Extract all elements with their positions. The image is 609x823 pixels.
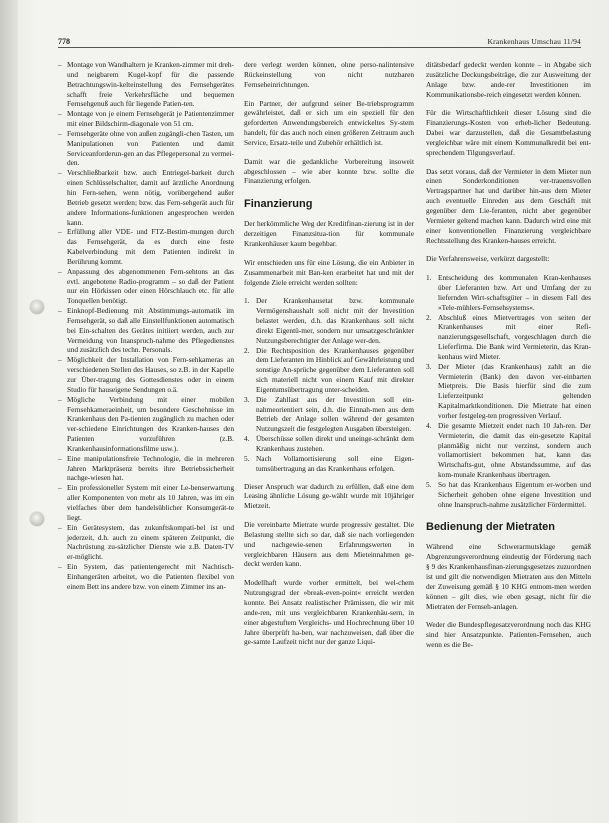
procedure-list xyxy=(426,273,591,509)
paragraph: Die Verfahrensweise, verkürzt dargestellt: xyxy=(426,254,550,264)
section-heading-mietraten: Bedienung der Mietraten xyxy=(426,521,555,534)
list-item: – Ein System, das patientengerecht mit Nachtisch-Einhangeräten arbeitet, wo die Patienten flexibel von einem Bett ins andere bzw. von einem Zimmer ins an- xyxy=(58,562,234,592)
paragraph: Weder die Bundespflegesatzverordnung noch das KHG sind hier Ansatzpunkte. Patienten-Fernsehen, auch wenn es die Be- xyxy=(426,620,591,650)
binding-shadow xyxy=(0,0,18,823)
paragraph: Für die Wirtschaftlichkeit dieser Lösung sind die Finanzierungs-Kosten von erheb-licher Bedeutung. Dabei war darzustellen, daß die Gesamtbelastung vergleichbar wäre mit einem Kommunalkredit bei ent-sprechendem Tilgungsverlauf. xyxy=(426,108,591,157)
list-item: 4. Überschüsse sollen direkt und uneinge-schränkt dem Krankenhaus zustehen. xyxy=(244,434,414,453)
list-item: 1. Der Krankenhausetat bzw. kommunale Vermögenshaushalt soll nicht mit der Investition belastet werden, d.h. das Krankenhaus soll nicht direkt Eigentü-mer, sondern nur umsatzgeschränkter Nutzungsberechtigter der Anlage wer-den. xyxy=(244,296,414,345)
paragraph: ditätsbedarf gedeckt werden konnte – in Abgabe sich zusätzliche Deckungsbeiträge, die zur Ausweitung der Anlage bzw. ande-rer Investitionen im Kommunikationsbe-reich eingesetzt werden können. xyxy=(426,60,591,99)
section-heading-finanzierung: Finanzierung xyxy=(244,198,313,211)
journal-title: Krankenhaus Umschau 11/94 xyxy=(487,37,581,46)
list-item: – Ein Gerätesystem, das zukunftskompati-bel ist und jederzeit, d.h. auch zu einem späteren Zeitpunkt, die Nachrüstung zu-sätzlicher Dienste wie z.B. Daten-TV er-möglicht. xyxy=(58,523,234,562)
list-item: – Möglichkeit der Installation von Fern-sehkameras an verschiedenen Stellen des Hauses, so z.B. in der Kapelle zur Über-tragung des Gottesdienstes oder in einem Studio für hauseigene Sendungen o.ä. xyxy=(58,355,234,394)
column-3 xyxy=(426,60,591,659)
column-1 xyxy=(58,60,234,592)
punch-hole-bottom xyxy=(30,512,44,526)
requirements-list xyxy=(58,60,234,592)
paragraph: Während eine Schwerarmutsklage gemäß Abgrenzungsverordnung eindeutig der Förderung nach § 9 des Krankenhausfinan-zierungsgesetzes zuzuordnen ist und gilt die notwendigen Mietraten aus den Mitteln der Zuweisung gemäß § 10 KHG entnom-men werden können – gilt dies, wie eben gesagt, nicht für die Mietraten der Fernseh-anlagen. xyxy=(426,542,591,611)
paragraph: Wir entschieden uns für eine Lösung, die ein Anbieter in Zusammenarbeit mit Ban-ken erarbeitet hat und mit der folgende Ziele erreicht werden sollten: xyxy=(244,257,414,287)
list-item: – Verschließbarkeit bzw. auch Entriegel-barkeit durch einen Schlüsselschalter, damit auf ärztliche Anordnung hin Fern-sehen, wenn nötig, vorübergehend außer Betrieb gesetzt werden; bzw. das Fern-sehgerät auch für andere Informations-funktionen angesprochen werden kann. xyxy=(58,168,234,227)
list-item: – Erfüllung aller VDE- und FTZ-Bestim-mungen durch das Fernsehgerät, da es durch eine feste Kabelverbindung mit dem Patienten indirekt in Berührung kommt. xyxy=(58,227,234,266)
list-item: 2. Abschluß eines Mietvertrages von seiten der Krankenhauses mit einer Refi-nanzierungsgesellschaft, vorgeschlagen durch die Lieferfirma. Die Bank wird Vermieterin, das Kran-kenhaus wird Mieter. xyxy=(426,312,591,361)
list-item: 5. Nach Vollamortisierung soll eine Eigen-tumsübertragung an das Krankenhaus erfolgen. xyxy=(244,453,414,473)
paragraph: Der herkömmliche Weg der Kreditfinan-zierung ist in der derzeitigen Finanzsitua-tion für kommunale Krankenhäuser kaum begehbar. xyxy=(244,219,414,248)
list-item: 3. Die Zahllast aus der Investition soll ein-nahmeorientiert sein, d.h. die Einnah-men aus dem Betrieb der Anlage sollen während der gesamten Nutzungszeit die festgelegten Ausgaben übersteigen. xyxy=(244,394,414,434)
list-item: – Mögliche Verbindung mit einer mobilen Fernsehkameraeinheit, um besondere Geschehnisse im Krankenhaus den Pa-tienten zugänglich zu machen oder ver-schiedene Einrichtungen des Kranken-hauses den Patienten vorzuführen (z.B. Krankenhausinformationsfilme usw.). xyxy=(58,395,234,454)
list-item: – Montage von Wandhaltern je Kranken-zimmer mit dreh- und neigbarem Kugel-kopf für die passende Betrachtungswin-kelteinstellung des Fernsehgerätes schafft freie Verkehrsfläche und bequemen Fernsehgenuß auch für liegende Patien-ten. xyxy=(58,60,234,109)
page-number: 778 xyxy=(58,37,70,46)
list-item: 1. Entscheidung des kommunalen Kran-kenhauses über Lieferanten bzw. Art und Umfang der zu liefernden Wirt-schaftsgüter – in diesem Fall des »Tele-mühlers-Fernsehsystems«. xyxy=(426,273,591,312)
goals-list xyxy=(244,296,414,473)
paragraph: Ein Partner, der aufgrund seiner Be-triebsprogramm gewährleistet, daß er sich um ein speziell für den geforderten Anwendungsbereich entwickeltes Sy-stem handelt, für das auch noch einen größeren Zeitraum auch Service, Ersatz-teile und Zubehör erhältlich ist. xyxy=(244,98,414,147)
list-item: – Fernsehgeräte ohne von außen zugängli-chen Tasten, um Manipulationen von Patienten und damit Serviceanforderun-gen an das Pflegepersonal zu vermei-den. xyxy=(58,129,234,168)
punch-hole-top xyxy=(30,300,44,314)
paragraph: Dieser Anspruch war dadurch zu erfüllen, daß eine dem Leasing ähnliche Lösung ge-wählt wurde mit 10jähriger Mietzeit. xyxy=(244,481,414,511)
list-item: – Montage von je einem Fernsehgerät je Patientenzimmer mit einer Bildschirm-diagonale von 51 cm. xyxy=(58,109,234,129)
list-item: – Anpassung des abgenommenen Fern-sehtons an das evtl. angebotene Radio-programm – so daß der Patient nur ein Hörkissen oder einen Hörschlauch etc. für alle Tonquellen benötigt. xyxy=(58,267,234,306)
list-item: 2. Die Rechtsposition des Krankenhauses gegenüber dem Lieferanten im Hinblick auf Gewährleistung und sonstige An-sprüche gegenüber dem Lieferanten soll sich materiell nicht von einem Kauf mit direkter Eigentumsübertragung unter-scheiden. xyxy=(244,345,414,394)
list-item: 5. So hat das Krankenhaus Eigentum er-worben und Sicherheit gehoben ohne eigene Investition und ohne Inanspruch-nahme zusätzlicher Fördermittel. xyxy=(426,479,591,509)
paragraph: dere verlegt werden können, ohne perso-nalintensive Rückeinstellung von nicht nutzbaren Fernseheinrichtungen. xyxy=(244,60,414,89)
list-item: – Ein professioneller System mit einer Le-benserwartung aller Komponenten von mehr als 10 Jahren, was im ein vielfaches über dem handelsüblicher Konsumgerät-te liegt. xyxy=(58,483,234,522)
list-item: – Einknopf-Bedienung mit Abstimmungs-automatik im Fernsehgerät, so daß alle Einstellfunktionen automatisch bei Ein-schalten des Gerätes initiiert werden, auch zur Vermeidung von Inanspruch-nahme des Pflegedienstes und zusätzlich des techn. Personals. xyxy=(58,306,234,355)
paragraph: Modellhaft wurde vorher ermittelt, bei wel-chem Nutzungsgrad der »break-even-point« erreicht werden konnte. Bei Ansatz realistischer Prämissen, die wir mit ande-ren, mit uns vergleichbaren Krankenhäu-sern, in einer abgestuftem Vergleichs- und Hochrechnung über 10 Jahre überprüft ha-ben, war nachzuweisen, daß über die ge-samte Laufzeit nicht nur der ganze Liqui- xyxy=(244,578,414,647)
column-2 xyxy=(244,60,414,656)
list-item: – Eine manipulationsfreie Technologie, die in mehreren Jahren Marktpräsenz bereits ihre Betriebssicherheit nachge-wiesen hat. xyxy=(58,454,234,484)
running-header xyxy=(58,36,581,48)
paragraph: Die vereinbarte Mietrate wurde progressiv gestaltet. Die Belastung stellte sich so dar, daß sie nach vorliegenden und nachgewie-senen Erfahrungswerten in vergleichbaren Häusern aus dem Mieteinnahmen ge-deckt werden kann. xyxy=(244,520,414,569)
paragraph: Das setzt voraus, daß der Vermieter in dem Mieter nun einen Sonderkonditionen ver-trauensvollen Vertragspartner hat und darüber hin-aus dem Mieter auch eventuelle Einreden aus dem Geschäft mit gegenüber dem Lie-feranten, nicht aber gegenüber Vermieter geltend machen kann. Dadurch wird eine mit einer konventionellen Finanzierung vergleichbare Rechtsstellung des Kranken-hauses erreicht. xyxy=(426,166,591,245)
paragraph: Damit war die gedankliche Vorbereitung insoweit abgeschlossen – wie aber konnte bzw. sollte die Finanzierung erfolgen. xyxy=(244,156,414,186)
list-item: 4. Die gesamte Mietzeit endet nach 10 Jah-ren. Der Vermieterin, die damit das ein-gesetzte Kapital planmäßig nicht nur verzinst, sondern auch vollamortisiert bekommen hat, kann das Wirtschafts-gut, ohne Abstandssumme, auf das kom-munale Krankenhaus übertragen. xyxy=(426,420,591,480)
list-item: 3. Der Mieter (das Krankenhaus) zahlt an die Vermieterin (Bank) den davon ver-einbarten Mietpreis. Die Basis hierfür sind die zum Lieferzeitpunkt geltenden Kapitalmarktkonditionen. Die Mietrate hat einen vorher festgeleg-ten progressiven Verlauf. xyxy=(426,361,591,420)
